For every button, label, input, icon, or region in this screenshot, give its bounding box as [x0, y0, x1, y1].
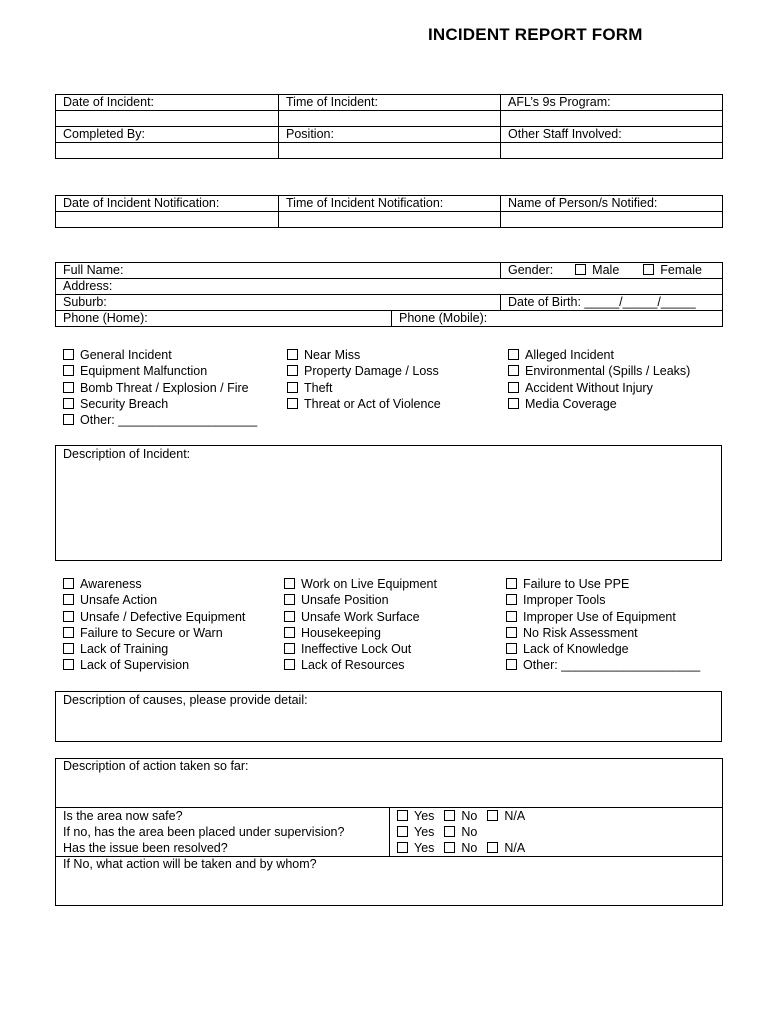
cause-option[interactable]: Other: ____________________ — [506, 657, 700, 673]
completed-by-label: Completed By: — [56, 127, 279, 143]
question-supervision: If no, has the area been placed under supervision? — [63, 825, 345, 839]
checkbox[interactable] — [508, 365, 519, 376]
program-field[interactable] — [501, 111, 723, 127]
checkbox[interactable] — [63, 578, 74, 589]
cause-option[interactable]: Unsafe Action — [63, 592, 245, 608]
incident-type-option[interactable]: Alleged Incident — [508, 347, 690, 363]
causes-description-box[interactable] — [55, 691, 722, 742]
gender-field[interactable] — [501, 263, 723, 279]
checkbox[interactable] — [506, 643, 517, 654]
incident-type-option[interactable]: Near Miss — [287, 347, 441, 363]
checkbox[interactable] — [287, 382, 298, 393]
checkbox[interactable] — [63, 349, 74, 360]
date-of-incident-label: Date of Incident: — [56, 95, 279, 111]
address-field[interactable]: Address: — [56, 279, 723, 295]
time-of-incident-label: Time of Incident: — [279, 95, 501, 111]
checkbox[interactable] — [63, 643, 74, 654]
action-description-label: Description of action taken so far: — [63, 759, 249, 773]
incident-type-option[interactable]: Property Damage / Loss — [287, 363, 441, 379]
notification-table — [55, 195, 723, 228]
incident-type-option[interactable]: Equipment Malfunction — [63, 363, 257, 379]
checkbox[interactable] — [287, 365, 298, 376]
answer-row-supervision: Yes No — [397, 824, 715, 840]
persons-notified-field[interactable] — [501, 212, 723, 228]
cause-option[interactable]: Unsafe Position — [284, 592, 437, 608]
na-checkbox[interactable] — [487, 842, 498, 853]
male-label: Male — [592, 263, 620, 277]
question-resolved: Has the issue been resolved? — [63, 841, 228, 855]
checkbox[interactable] — [63, 414, 74, 425]
dob-field[interactable]: Date of Birth: _____/_____/_____ — [501, 295, 723, 311]
cause-option[interactable]: Housekeeping — [284, 625, 437, 641]
checkbox[interactable] — [287, 349, 298, 360]
notification-date-label: Date of Incident Notification: — [56, 196, 279, 212]
yes-checkbox[interactable] — [397, 810, 408, 821]
no-checkbox[interactable] — [444, 842, 455, 853]
phone-mobile-field[interactable]: Phone (Mobile): — [392, 311, 723, 327]
checkbox[interactable] — [287, 398, 298, 409]
date-of-incident-field[interactable] — [56, 111, 279, 127]
cause-option[interactable]: Unsafe Work Surface — [284, 609, 437, 625]
yes-checkbox[interactable] — [397, 842, 408, 853]
other-staff-label: Other Staff Involved: — [501, 127, 723, 143]
cause-option[interactable]: Failure to Use PPE — [506, 576, 700, 592]
cause-option[interactable]: Lack of Resources — [284, 657, 437, 673]
safety-questions — [56, 808, 390, 857]
action-description-field[interactable] — [56, 759, 723, 808]
question-area-safe: Is the area now safe? — [63, 809, 183, 823]
answer-row-area-safe: Yes No N/A — [397, 808, 715, 824]
checkbox[interactable] — [63, 365, 74, 376]
followup-action-field[interactable] — [56, 857, 723, 906]
program-label: AFL’s 9s Program: — [501, 95, 723, 111]
action-table — [55, 758, 723, 906]
suburb-field[interactable]: Suburb: — [56, 295, 501, 311]
cause-option[interactable]: Unsafe / Defective Equipment — [63, 609, 245, 625]
cause-option[interactable]: Ineffective Lock Out — [284, 641, 437, 657]
checkbox[interactable] — [506, 578, 517, 589]
checkbox[interactable] — [284, 594, 295, 605]
male-checkbox[interactable] — [575, 264, 586, 275]
incident-details-table — [55, 94, 723, 159]
checkbox[interactable] — [506, 627, 517, 638]
checkbox[interactable] — [63, 398, 74, 409]
checkbox[interactable] — [63, 611, 74, 622]
incident-type-option[interactable]: Other: ____________________ — [63, 412, 257, 428]
na-checkbox[interactable] — [487, 810, 498, 821]
incident-description-label: Description of Incident: — [63, 447, 191, 461]
checkbox[interactable] — [63, 382, 74, 393]
safety-answers — [390, 808, 723, 857]
incident-type-option[interactable]: Bomb Threat / Explosion / Fire — [63, 380, 257, 396]
form-title: INCIDENT REPORT FORM — [428, 25, 643, 44]
checkbox[interactable] — [508, 349, 519, 360]
completed-by-field[interactable] — [56, 143, 279, 159]
checkbox[interactable] — [508, 398, 519, 409]
answer-row-resolved: Yes No N/A — [397, 840, 715, 856]
incident-type-option[interactable]: Environmental (Spills / Leaks) — [508, 363, 690, 379]
phone-home-field[interactable]: Phone (Home): — [56, 311, 392, 327]
checkbox[interactable] — [284, 611, 295, 622]
person-details-table — [55, 262, 723, 327]
followup-action-label: If No, what action will be taken and by whom? — [63, 857, 317, 871]
time-of-incident-field[interactable] — [279, 111, 501, 127]
cause-option[interactable]: Improper Use of Equipment — [506, 609, 700, 625]
checkbox[interactable] — [284, 643, 295, 654]
persons-notified-label: Name of Person/s Notified: — [501, 196, 723, 212]
yes-checkbox[interactable] — [397, 826, 408, 837]
other-staff-field[interactable] — [501, 143, 723, 159]
cause-option[interactable]: Lack of Supervision — [63, 657, 245, 673]
checkbox[interactable] — [506, 611, 517, 622]
checkbox[interactable] — [506, 594, 517, 605]
position-label: Position: — [279, 127, 501, 143]
checkbox[interactable] — [508, 382, 519, 393]
notification-time-field[interactable] — [279, 212, 501, 228]
incident-type-option[interactable]: Threat or Act of Violence — [287, 396, 441, 412]
cause-option[interactable]: Awareness — [63, 576, 245, 592]
cause-option[interactable]: Lack of Knowledge — [506, 641, 700, 657]
gender-label: Gender: — [508, 263, 554, 277]
cause-option[interactable]: No Risk Assessment — [506, 625, 700, 641]
cause-option[interactable]: Work on Live Equipment — [284, 576, 437, 592]
cause-option[interactable]: Improper Tools — [506, 592, 700, 608]
incident-type-option[interactable]: Media Coverage — [508, 396, 690, 412]
female-checkbox[interactable] — [643, 264, 654, 275]
no-checkbox[interactable] — [444, 810, 455, 821]
checkbox[interactable] — [284, 627, 295, 638]
notification-date-field[interactable] — [56, 212, 279, 228]
incident-type-option[interactable]: General Incident — [63, 347, 257, 363]
notification-time-label: Time of Incident Notification: — [279, 196, 501, 212]
checkbox[interactable] — [63, 594, 74, 605]
no-checkbox[interactable] — [444, 826, 455, 837]
cause-option[interactable]: Failure to Secure or Warn — [63, 625, 245, 641]
cause-option[interactable]: Lack of Training — [63, 641, 245, 657]
incident-type-option[interactable]: Theft — [287, 380, 441, 396]
checkbox[interactable] — [63, 659, 74, 670]
checkbox[interactable] — [63, 627, 74, 638]
causes-description-label: Description of causes, please provide detail: — [63, 693, 308, 707]
incident-type-option[interactable]: Security Breach — [63, 396, 257, 412]
full-name-field[interactable]: Full Name: — [56, 263, 501, 279]
incident-description-box[interactable] — [55, 445, 722, 561]
checkbox[interactable] — [284, 659, 295, 670]
incident-type-option[interactable]: Accident Without Injury — [508, 380, 690, 396]
female-label: Female — [660, 263, 702, 277]
position-field[interactable] — [279, 143, 501, 159]
checkbox[interactable] — [284, 578, 295, 589]
checkbox[interactable] — [506, 659, 517, 670]
